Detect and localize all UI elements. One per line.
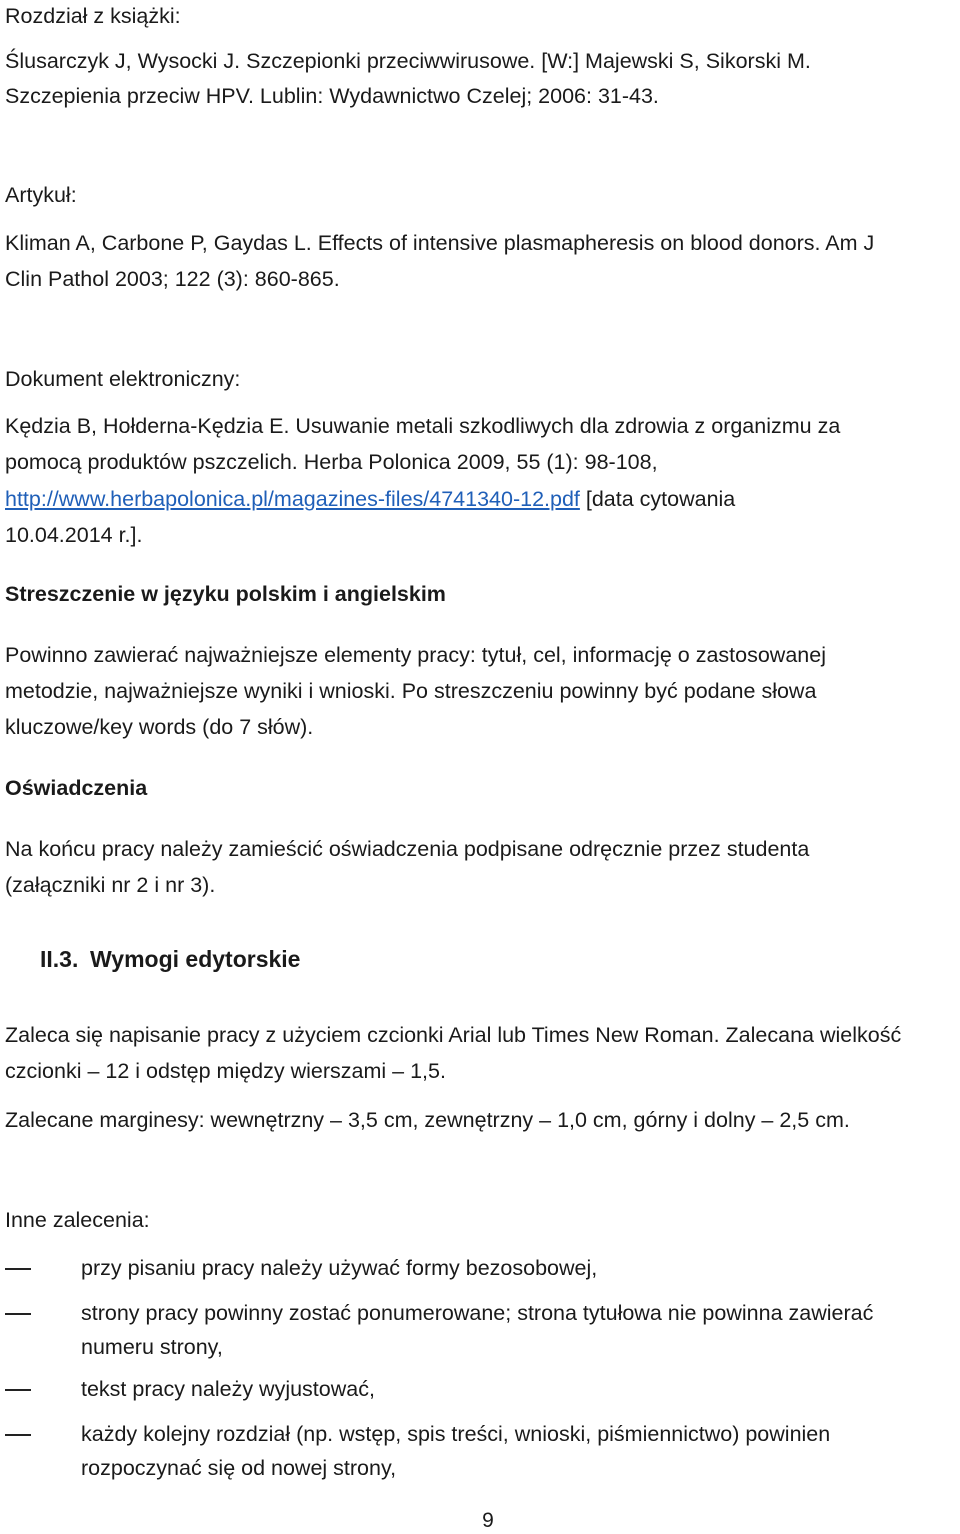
article-line-2: Clin Pathol 2003; 122 (3): 860-865. [5,267,340,291]
dash-bullet-icon [5,1268,31,1270]
article-line-1: Kliman A, Carbone P, Gaydas L. Effects of intensive plasmapheresis on blood donors. Am J [5,231,875,255]
electronic-document-line-1: Kędzia B, Hołderna-Kędzia E. Usuwanie metali szkodliwych dla zdrowia z organizmu za [5,414,841,438]
abstract-line-3: kluczowe/key words (do 7 słów). [5,715,314,739]
book-chapter-heading: Rozdział z książki: [5,4,181,28]
section-number: II.3. [40,946,79,972]
electronic-document-line-3 [5,481,955,517]
editorial-paragraph-2: Zalecane marginesy: wewnętrzny – 3,5 cm, zewnętrzny – 1,0 cm, górny i dolny – 2,5 cm. [5,1108,850,1132]
book-chapter-line-2: Szczepienia przeciw HPV. Lublin: Wydawnictwo Czelej; 2006: 31-43. [5,84,659,108]
book-chapter-line-1: Ślusarczyk J, Wysocki J. Szczepionki przeciwwirusowe. [W:] Majewski S, Sikorski M. [5,49,811,73]
dash-bullet-icon [5,1313,31,1315]
declarations-line-2: (załączniki nr 2 i nr 3). [5,873,216,897]
electronic-document-line-4: 10.04.2014 r.]. [5,523,143,547]
herbapolonica-link[interactable]: http://www.herbapolonica.pl/magazines-files/4741340-12.pdf [5,487,580,511]
declarations-heading: Oświadczenia [5,776,148,800]
list-item [5,1251,960,1285]
list-item-text: przy pisaniu pracy należy używać formy bezosobowej, [81,1256,598,1280]
editorial-paragraph-1-line-1: Zaleca się napisanie pracy z użyciem czcionki Arial lub Times New Roman. Zalecana wielkość [5,1023,902,1047]
electronic-document-heading: Dokument elektroniczny: [5,367,241,391]
list-item-text: tekst pracy należy wyjustować, [81,1377,375,1401]
dash-bullet-icon [5,1389,31,1391]
list-item [5,1372,960,1406]
declarations-line-1: Na końcu pracy należy zamieścić oświadczenia podpisane odręcznie przez studenta [5,837,810,861]
list-item [5,1417,960,1485]
article-heading: Artykuł: [5,183,77,207]
dash-bullet-icon [5,1434,31,1436]
other-recommendations-heading: Inne zalecenia: [5,1208,150,1232]
section-title: Wymogi edytorskie [90,946,301,972]
abstract-heading: Streszczenie w języku polskim i angielskim [5,582,446,606]
page-number: 9 [482,1509,494,1532]
abstract-line-2: metodzie, najważniejsze wyniki i wnioski. Po streszczeniu powinny być podane słowa [5,679,817,703]
list-item [5,1296,960,1364]
abstract-line-1: Powinno zawierać najważniejsze elementy pracy: tytuł, cel, informację o zastosowanej [5,643,826,667]
electronic-document-line-2: pomocą produktów pszczelich. Herba Polonica 2009, 55 (1): 98-108, [5,450,658,474]
citation-date-label: [data cytowania [579,487,736,511]
list-item-text: strony pracy powinny zostać ponumerowane; strona tytułowa nie powinna zawierać numeru strony, [81,1301,874,1359]
list-item-text: każdy kolejny rozdział (np. wstęp, spis treści, wnioski, piśmiennictwo) powinien rozpoczynać się od nowej strony, [81,1422,831,1480]
section-heading [40,941,300,977]
editorial-paragraph-1-line-2: czcionki – 12 i odstęp między wierszami – 1,5. [5,1059,446,1083]
